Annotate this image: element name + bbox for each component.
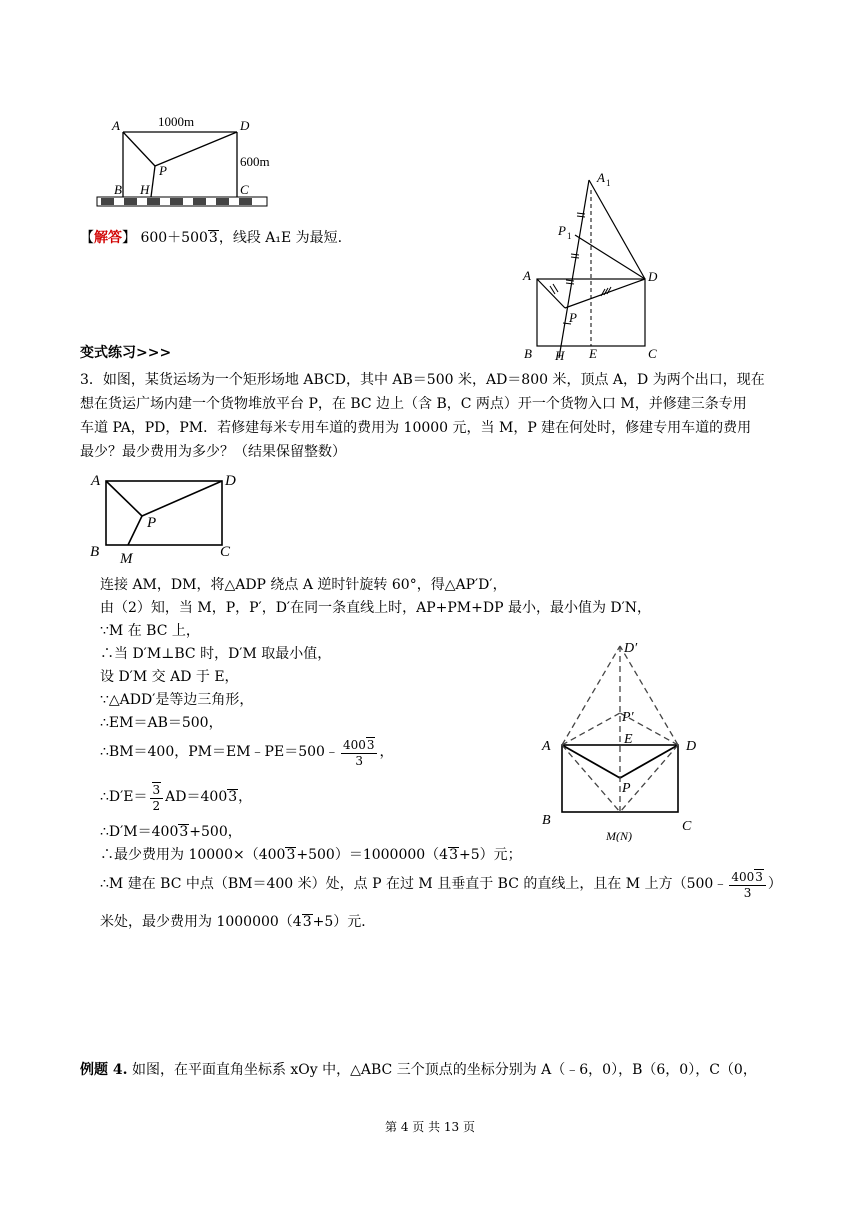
solution-line-9: ∴D′E＝ $\frac{3}{2}$ AD＝4003， — [100, 782, 253, 813]
answer-value: 600＋500 — [140, 230, 208, 246]
problem-line-2: 想在货运广场内建一个货物堆放平台 P，在 BC 边上（含 B，C 两点）开一个货物入口 M，并修建三条专用 — [80, 396, 747, 412]
fig2-label-a1: A — [597, 170, 605, 185]
solution-line-8: ∴BM＝400，PM＝EM﹣PE＝500﹣ $\frac{4003}{3}$ ， — [100, 737, 394, 768]
solution-line-1: 连接 AM，DM，将△ADP 绕点 A 逆时针旋转 60°，得△AP′D′， — [100, 577, 507, 593]
solution-line-10: ∴D′M＝4003+500， — [100, 824, 242, 840]
figure-equilateral-solution — [530, 632, 710, 842]
fig1-label-p: P — [159, 163, 167, 178]
fig3-label-d: D — [225, 473, 236, 489]
sqrt-radicand: 3 — [208, 230, 218, 246]
fig4-label-dprime: D′ — [624, 641, 638, 656]
example-line — [80, 1060, 757, 1080]
figure-road-diagram — [95, 112, 275, 214]
fig4-label-e: E — [624, 732, 633, 747]
fig2-label-a1-sub: 1 — [606, 178, 611, 188]
figure-freight-yard — [86, 470, 246, 570]
fig2-label-c: C — [648, 346, 657, 361]
fig1-top-length: 1000m — [158, 114, 195, 129]
solution-line-7: ∴EM＝AB＝500， — [100, 715, 223, 731]
fig3-label-m: M — [120, 551, 133, 567]
figure-rotation-diagram — [515, 168, 665, 364]
fig1-label-d: D — [240, 118, 250, 133]
solution-line-3: ∵M 在 BC 上， — [100, 623, 200, 639]
fig4-label-b: B — [542, 813, 551, 828]
fig2-label-p1: P — [558, 223, 566, 238]
solution-line-5: 设 D′M 交 AD 于 E， — [100, 669, 239, 685]
fig3-label-p: P — [147, 515, 157, 531]
fig2-label-p: P — [569, 310, 577, 325]
fig3-label-a: A — [91, 473, 101, 489]
solution-line-13: 米处，最少费用为 1000000（43+5）元． — [100, 914, 376, 930]
fig2-label-d: D — [648, 269, 658, 284]
fig3-label-b: B — [90, 544, 100, 560]
example-label: 例题 4. — [80, 1062, 128, 1078]
fig1-label-b: B — [114, 182, 122, 197]
fig1-label-a: A — [112, 118, 120, 133]
fig4-label-a: A — [542, 739, 551, 754]
fig2-label-b: B — [524, 346, 532, 361]
fig3-label-c: C — [220, 544, 231, 560]
answer-tag: 解答 — [94, 230, 122, 246]
problem-line-4: 最少？最少费用为多少？（结果保留整数） — [80, 444, 346, 460]
fig2-label-e: E — [589, 346, 597, 361]
fig1-right-length: 600m — [240, 154, 270, 169]
fig4-label-mn: M(N) — [606, 829, 632, 842]
fig4-label-d: D — [686, 739, 697, 754]
fig4-label-p: P — [622, 781, 631, 796]
fig1-label-c: C — [240, 182, 249, 197]
problem-line-3: 车道 PA，PD，PM．若修建每米专用车道的费用为 10000 元，当 M，P 建在何处时，修建专用车道的费用 — [80, 420, 752, 436]
solution-line-12: ∴M 建在 BC 中点（BM＝400 米）处，点 P 在过 M 且垂直于 BC 的直线上，且在 M 上方（500﹣ $\frac{4003}{3}$ ） — [100, 869, 782, 900]
fig4-label-c: C — [682, 819, 692, 834]
fig2-label-h: H — [555, 348, 565, 363]
fraction-half-root3: $\frac{3}{2}$ — [150, 782, 164, 813]
answer-line: 【解答】 600＋5003，线段 A₁E 为最短. — [80, 230, 343, 246]
solution-line-6: ∵△ADD′是等边三角形， — [100, 692, 254, 708]
solution-line-2: 由（2）知，当 M，P，P′，D′在同一条直线上时，AP+PM+DP 最小，最小值为 D′N， — [100, 600, 652, 616]
fig4-label-pprime: P′ — [622, 710, 634, 725]
example-text: 如图，在平面直角坐标系 xOy 中，△ABC 三个顶点的坐标分别为 A（﹣6，0），B（6，0），C（0， — [127, 1062, 757, 1078]
fig2-label-a: A — [523, 268, 531, 283]
variant-heading: 变式练习>>> — [80, 345, 172, 361]
page-footer: 第 4 页 共 13 页 — [385, 1120, 475, 1134]
fraction-height: $\frac{4003}{3}$ — [729, 869, 766, 900]
fig2-label-p1-sub: 1 — [567, 231, 572, 241]
fraction-pe: $\frac{4003}{3}$ — [341, 737, 378, 768]
answer-conclusion: ，线段 A₁E 为最短. — [218, 230, 343, 246]
problem-line-1: 3．如图，某货运场为一个矩形场地 ABCD，其中 AB＝500 米，AD＝800 米，顶点 A，D 为两个出口，现在 — [80, 372, 765, 388]
solution-line-11: ∴最少费用为 10000×（4003+500）＝1000000（43+5）元； — [100, 847, 522, 863]
fig1-label-h: H — [140, 182, 150, 197]
solution-line-4: ∴当 D′M⊥BC 时，D′M 取最小值， — [100, 646, 332, 662]
